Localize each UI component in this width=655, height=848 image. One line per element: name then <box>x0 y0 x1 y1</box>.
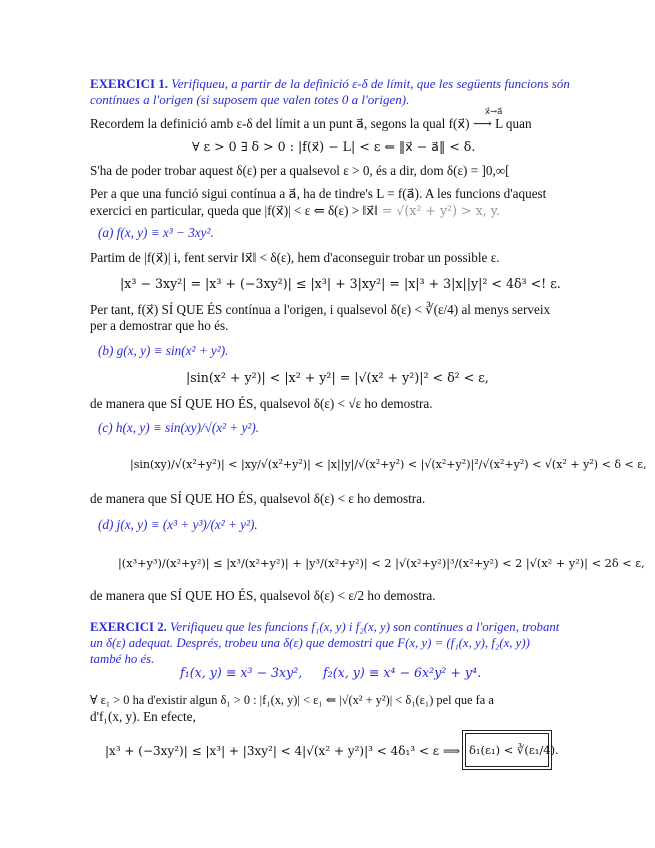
part-d-formula: |(x³+y³)/(x²+y²)| ≤ |x³/(x²+y²)| + |y³/(x²+y²)| < 2 |√(x²+y²)|³/(x²+y²) < 2 |√(x² + y²)| < 2δ < ε, <box>118 557 645 570</box>
part-c-label: (c) h(x, y) ≡ sin(xy)/√(x² + y²). <box>98 420 260 435</box>
condition-line1: ∀ ε₁ > 0 ha d'existir algun δ₁ > 0 : |f₁(x, y)| < ε₁ ⇐ |√(x² + y²)| < δ₁(ε₁) pel que fa a <box>90 693 494 707</box>
recall-text: Recordem la definició amb ε-δ del límit a un punt a⃗, segons la qual f(x⃗) ⟶ L quan <box>90 116 532 131</box>
domain-line: S'ha de poder trobar aquest δ(ε) per a qualsevol ε > 0, és a dir, dom δ(ε) = ]0,∞[ <box>90 163 510 178</box>
f2-definition: f₂(x, y) ≡ x⁴ − 6x²y² + y⁴. <box>323 665 482 680</box>
part-c-formula: |sin(xy)/√(x²+y²)| < |xy/√(x²+y²)| < |x||y|/√(x²+y²) < |√(x²+y²)|²/√(x²+y²) < √(x² + y²) < δ < ε, <box>130 457 647 471</box>
part-a-formula: |x³ − 3xy²| = |x³ + (−3xy²)| ≤ |x³| + 3|xy²| = |x|³ + 3|x||y|² < 4δ³ <! ε. <box>120 276 561 291</box>
exercise2-heading: EXERCICI 2. <box>90 620 167 634</box>
part-a-label: (a) f(x, y) ≡ x³ − 3xy². <box>98 225 214 240</box>
part-c-conclusion: de manera que SÍ QUE HO ÉS, qualsevol δ(ε) < ε ho demostra. <box>90 491 426 506</box>
condition-line2: d'f₁(x, y). En efecte, <box>90 709 196 724</box>
exercise1-statement: Verifiqueu, a partir de la definició ε-δ de límit, que les següents funcions són <box>171 76 570 91</box>
exercise2-statement: Verifiqueu que les funcions f₁(x, y) i f₂(x, y) son contínues a l'origen, trobant <box>170 620 560 634</box>
part-b-label: (b) g(x, y) ≡ sin(x² + y²). <box>98 343 229 358</box>
final-result-box <box>462 730 559 770</box>
exercise2-statement-line2: un δ(ε) adequat. Després, trobeu una δ(ε) que demostri que F(x, y) = (f₁(x, y), f₂(x, y)) <box>90 636 530 650</box>
part-d-conclusion: de manera que SÍ QUE HO ÉS, qualsevol δ(ε) < ε/2 ho demostra. <box>90 588 436 603</box>
limit-arrow-label: x⃗→a⃗ <box>485 107 503 117</box>
f1-definition: f₁(x, y) ≡ x³ − 3xy², <box>180 665 303 680</box>
final-formula: |x³ + (−3xy²)| ≤ |x³| + |3xy²| < 4|√(x² + y²)|³ < 4δ₁³ < ε ⟹ <box>105 744 461 758</box>
continuity-line2 <box>90 203 500 219</box>
part-b-conclusion: de manera que SÍ QUE HO ÉS, qualsevol δ(ε) < √ε ho demostra. <box>90 396 433 411</box>
exercise1-statement-line2: contínues a l'origen (si suposem que valen totes 0 a l'origen). <box>90 92 410 107</box>
exercise2-statement-line1 <box>90 619 559 635</box>
exercise2-statement-line3: també ho és. <box>90 652 155 666</box>
part-b-formula: |sin(x² + y²)| < |x² + y²| = |√(x² + y²)|² < δ² < ε, <box>186 370 489 385</box>
continuity-line1: Per a que una funció sigui contínua a a⃗, ha de tindre's L = f(a⃗). A les funcions d'aquest <box>90 186 547 201</box>
continuity-line2-text: exercici en particular, queda que |f(x⃗)| < ε ⇐ δ(ε) > ‖x⃗‖ <box>90 203 378 218</box>
part-a-intro: Partim de |f(x⃗)| i, fent servir ‖x⃗‖ < δ(ε), hem d'aconseguir trobar un possible ε. <box>90 250 500 265</box>
final-result: δ₁(ε₁) < ∛(ε₁/4). <box>469 743 559 757</box>
exercise1-statement-line1 <box>90 76 570 92</box>
limit-definition-formula: ∀ ε > 0 ∃ δ > 0 : |f(x⃗) − L| < ε ⇐ ‖x⃗ − a⃗‖ < δ. <box>192 139 476 154</box>
continuity-line2-grey: = √(x² + y²) > x, y. <box>377 203 501 218</box>
part-d-label: (d) j(x, y) ≡ (x³ + y³)/(x² + y²). <box>98 517 258 532</box>
exercise1-heading: EXERCICI 1. <box>90 76 169 91</box>
part-a-conclusion-line1: Per tant, f(x⃗) SÍ QUE ÉS contínua a l'origen, i qualsevol δ(ε) < ∛(ε/4) al menys serveix <box>90 302 551 317</box>
part-a-conclusion-line2: per a demostrar que ho és. <box>90 318 229 333</box>
